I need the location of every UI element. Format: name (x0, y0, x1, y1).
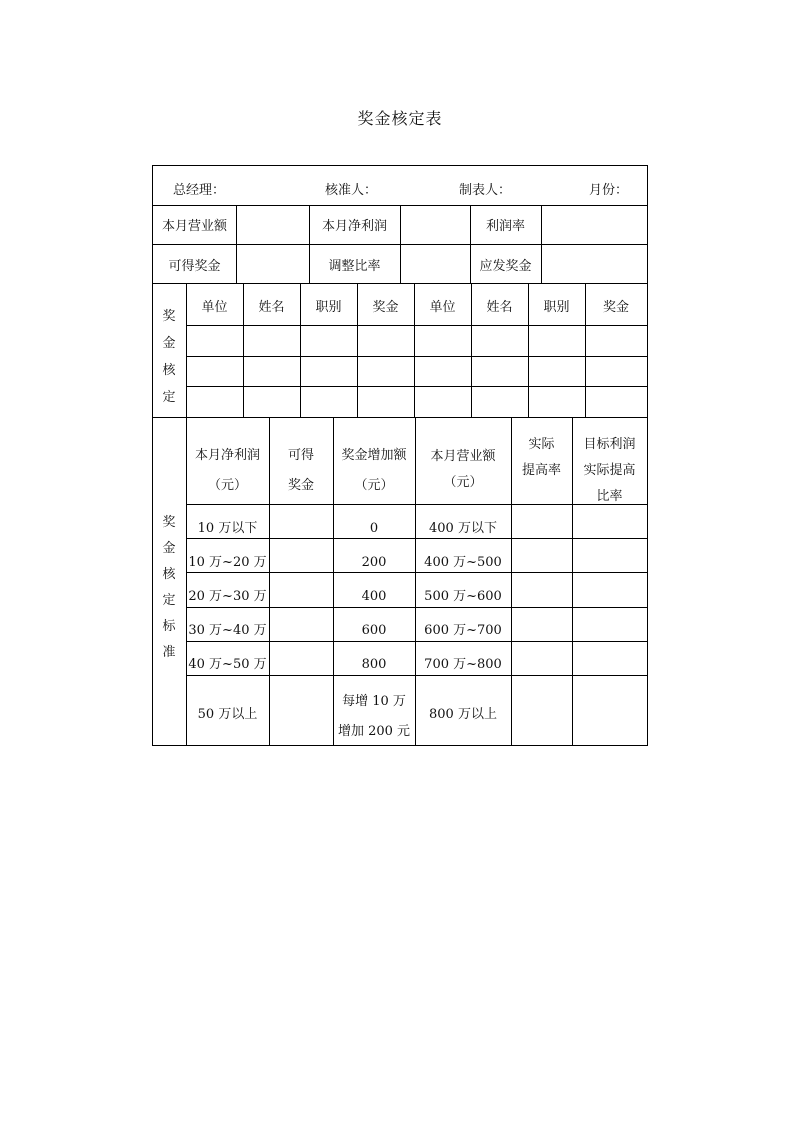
column-header-unit: 单位 (201, 300, 228, 315)
row-divider (186, 572, 647, 573)
column-header-bonus: 奖金 (602, 300, 629, 315)
page-title: 奖金核定表 (357, 109, 443, 128)
row-bonus-increase: 每增 10 万 增加 200 元 (337, 694, 411, 739)
bonus-approval-section-label: 奖 金 核 定 (162, 309, 176, 405)
column-header-position: 职别 (543, 300, 570, 315)
preparer-label: 制表人： (459, 183, 512, 198)
available-bonus-label: 可得奖金 (168, 259, 221, 274)
month-label: 月份： (589, 183, 629, 198)
row-profit-range: 10 万以下 (197, 521, 258, 536)
row-divider (186, 538, 647, 539)
monthly-net-profit-label: 本月净利润 (321, 219, 387, 234)
header-sales: 本月营业额 （元） (430, 449, 496, 490)
column-header-position: 职别 (315, 300, 342, 315)
header-net-profit: 本月净利润 （元） (194, 448, 260, 493)
row-divider (186, 504, 647, 505)
approver-label: 核准人： (325, 183, 378, 198)
column-header-name: 姓名 (486, 300, 513, 315)
adjust-ratio-label: 调整比率 (328, 259, 381, 274)
header-available-bonus: 可得 奖金 (287, 448, 314, 493)
row-profit-range: 40 万~50 万 (188, 657, 267, 672)
row-sales-range: 500 万~600 (424, 589, 502, 604)
row-divider (186, 325, 647, 326)
row-bonus-increase: 0 (369, 521, 379, 536)
row-profit-range: 20 万~30 万 (188, 589, 267, 604)
row-bonus-increase: 200 (361, 555, 387, 570)
row-divider (186, 386, 647, 387)
monthly-sales-label: 本月营业额 (161, 219, 227, 234)
row-divider (153, 283, 647, 284)
row-profit-range: 30 万~40 万 (188, 623, 267, 638)
row-bonus-increase: 600 (361, 623, 387, 638)
row-profit-range: 50 万以上 (197, 707, 258, 722)
bonus-form-table (152, 165, 648, 746)
col-divider (541, 205, 542, 283)
row-divider (186, 356, 647, 357)
column-header-name: 姓名 (258, 300, 285, 315)
column-header-bonus: 奖金 (372, 300, 399, 315)
row-sales-range: 800 万以上 (429, 707, 497, 722)
manager-label: 总经理： (173, 183, 226, 198)
row-bonus-increase: 400 (361, 589, 387, 604)
col-divider (236, 205, 237, 283)
header-target-ratio: 目标利润 实际提高 比率 (583, 437, 636, 504)
header-bonus-increase: 奖金增加额 （元） (341, 448, 407, 493)
row-sales-range: 400 万以下 (429, 521, 497, 536)
row-bonus-increase: 800 (361, 657, 387, 672)
row-divider (186, 675, 647, 676)
payable-bonus-label: 应发奖金 (479, 259, 532, 274)
bonus-standard-section-label: 奖 金 核 定 标 准 (162, 515, 176, 660)
column-header-unit: 单位 (429, 300, 456, 315)
row-divider (186, 641, 647, 642)
row-sales-range: 700 万~800 (424, 657, 502, 672)
row-divider (186, 607, 647, 608)
col-divider (400, 205, 401, 283)
row-sales-range: 600 万~700 (424, 623, 502, 638)
profit-rate-label: 利润率 (485, 219, 525, 234)
header-actual-rate: 实际 提高率 (521, 437, 561, 478)
row-profit-range: 10 万~20 万 (188, 555, 267, 570)
row-sales-range: 400 万~500 (424, 555, 502, 570)
